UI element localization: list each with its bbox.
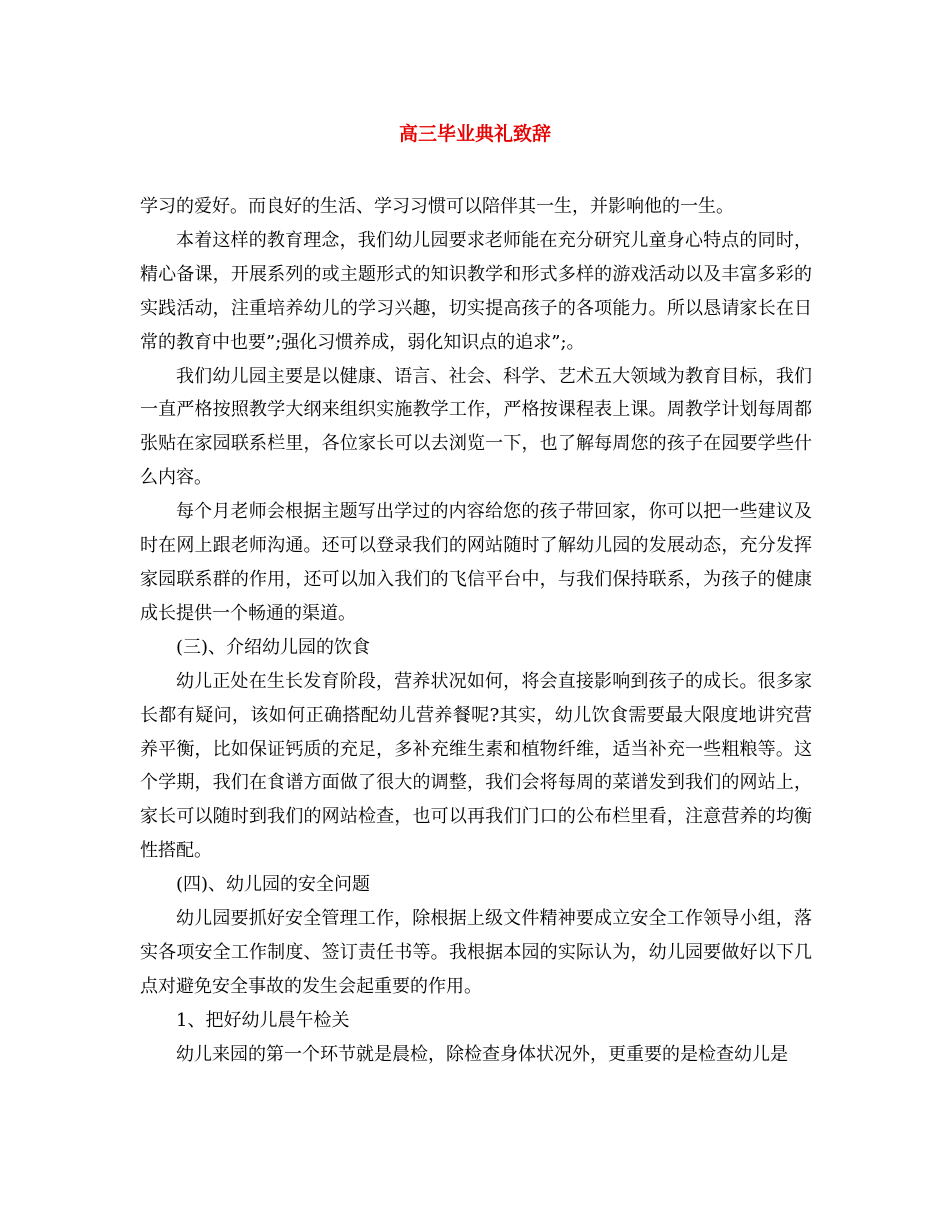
paragraph: 我们幼儿园主要是以健康、语言、社会、科学、艺术五大领域为教育目标，我们一直严格按照教学大纲来组织实施教学工作，严格按课程表上课。周教学计划每周都张贴在家园联系栏里，各位家长可以去浏览一下，也了解每周您的孩子在园要学些什么内容。 [140,365,812,489]
paragraph: 学习的爱好。而良好的生活、学习习惯可以陪伴其一生，并影响他的一生。 [140,196,734,217]
paragraph: 本着这样的教育理念，我们幼儿园要求老师能在充分研究儿童身心特点的同时，精心备课，开展系列的或主题形式的知识教学和形式多样的游戏活动以及丰富多彩的实践活动，注重培养幼儿的学习兴趣，切实提高孩子的各项能力。所以恳请家长在日常的教育中也要”;强化习惯养成，弱化知识点的追求”;。 [140,229,812,353]
document-title: 高三毕业典礼致辞 [398,123,551,145]
paragraph: 幼儿园要抓好安全管理工作，除根据上级文件精神要成立安全工作领导小组，落实各项安全工作制度、签订责任书等。我根据本园的实际认为，幼儿园要做好以下几点对避免安全事故的发生会起重要的作用。 [140,908,812,997]
paragraph: 幼儿来园的第一个环节就是晨检，除检查身体状况外，更重要的是检查幼儿是 [176,1043,788,1065]
paragraph: 幼儿正处在生长发育阶段，营养状况如何，将会直接影响到孩子的成长。很多家长都有疑问，该如何正确搭配幼儿营养餐呢?其实，幼儿饮食需要最大限度地讲究营养平衡，比如保证钙质的充足，多补充维生素和植物纤维，适当补充一些粗粮等。这个学期，我们在食谱方面做了很大的调整，我们会将每周的菜谱发到我们的网站上，家长可以随时到我们的网站检查，也可以再我们门口的公布栏里看，注意营养的均衡性搭配。 [140,670,812,862]
paragraph: 1、把好幼儿晨午检关 [176,1009,350,1031]
paragraph: (三)、介绍幼儿园的饮食 [176,636,371,658]
paragraph: (四)、幼儿园的安全问题 [176,874,371,896]
paragraph: 每个月老师会根据主题写出学过的内容给您的孩子带回家，你可以把一些建议及时在网上跟老师沟通。还可以登录我们的网站随时了解幼儿园的发展动态，充分发挥家园联系群的作用，还可以加入我们的飞信平台中，与我们保持联系，为孩子的健康成长提供一个畅通的渠道。 [140,501,812,624]
document-body [140,190,812,1072]
